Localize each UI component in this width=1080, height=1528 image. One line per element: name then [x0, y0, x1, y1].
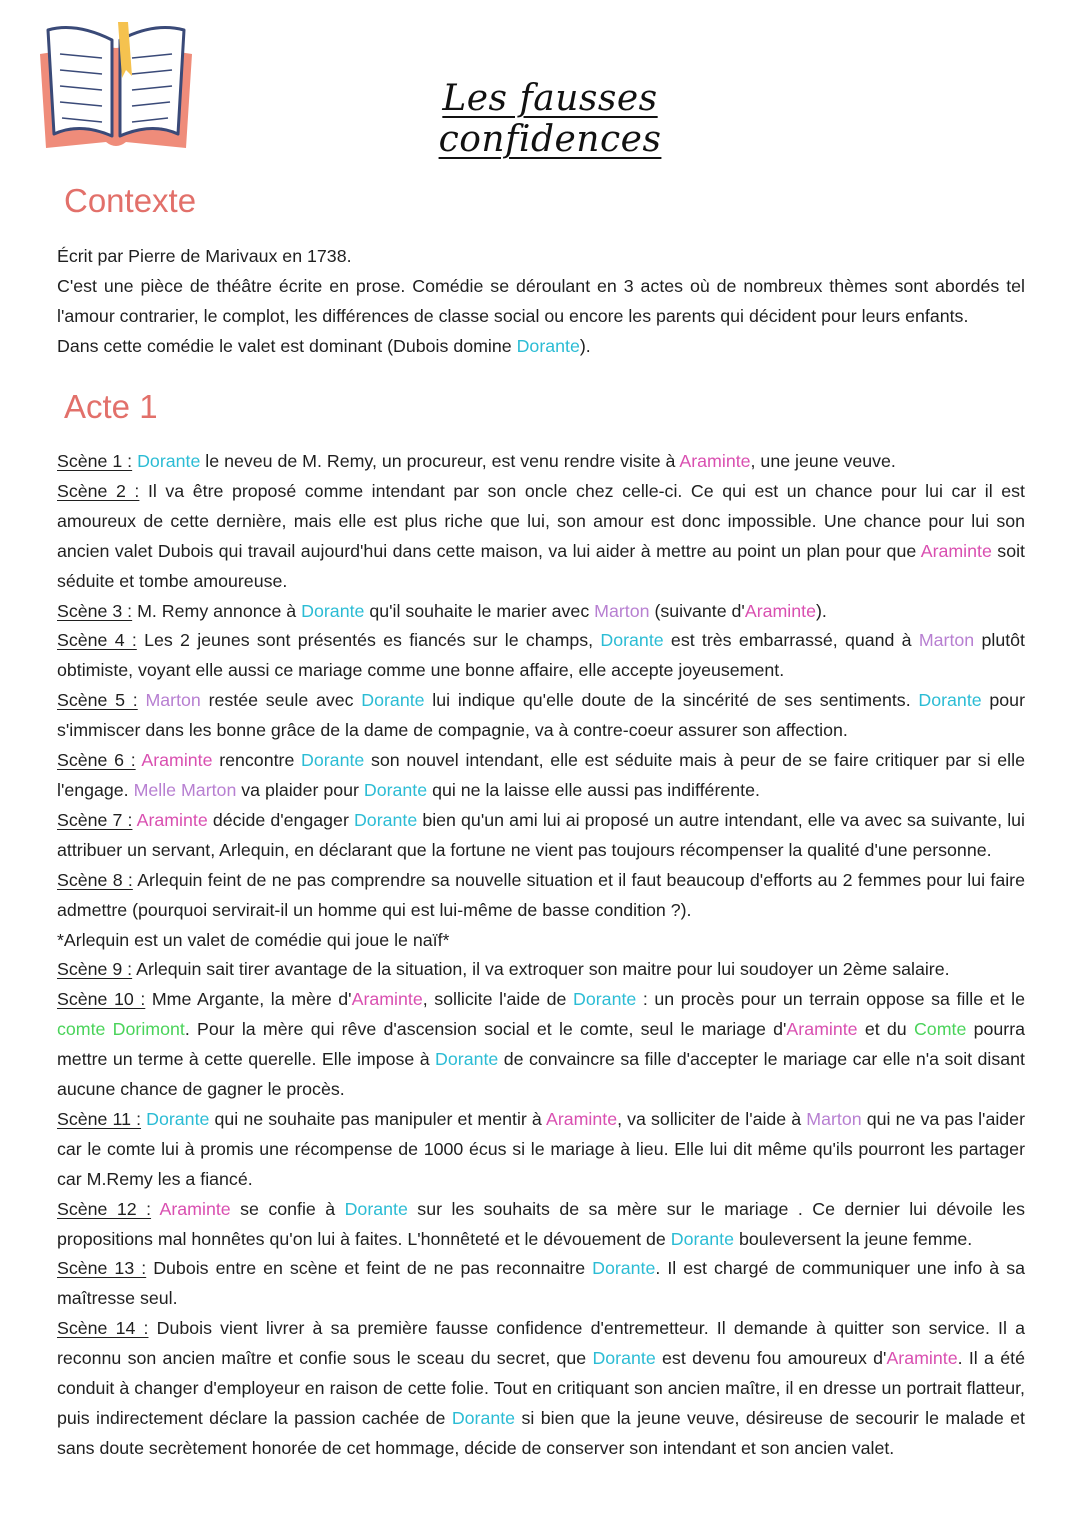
acte1-paragraph: [57, 866, 1025, 926]
text-segment: qu'il souhaite le marier avec: [364, 600, 595, 621]
scene-label: Scène 1 :: [57, 451, 133, 471]
character-name-araminte: Araminte: [886, 1348, 958, 1369]
text-segment: M. Remy annonce à: [132, 600, 302, 621]
text-segment: [151, 1199, 159, 1219]
scene-label: Scène 11 :: [57, 1108, 142, 1129]
text-segment: bouleversent la jeune femme.: [734, 1228, 973, 1249]
text-segment: est devenu fou amoureux d': [655, 1348, 887, 1369]
acte1-paragraph: [57, 447, 1025, 477]
character-name-araminte: Araminte: [159, 1198, 231, 1219]
text-segment: est très embarrassé, quand à: [663, 630, 919, 651]
text-segment: . Il a été conduit à changer d'employeur en raison de cette folie. Tout en critiquant son ancien maître, il en dresse un portrait flatteur, puis indirectement déclare la passion cachée de: [57, 1348, 1025, 1428]
text-segment: décide d'engager: [207, 809, 354, 830]
acte1-paragraph: [57, 926, 1025, 956]
character-name-dorante: Dorante: [670, 1228, 735, 1249]
scene-label: Scène 9 :: [57, 959, 133, 980]
text-segment: va plaider pour: [236, 779, 364, 800]
text-segment: Dubois vient livrer à sa première fausse confidence d'entremetteur. Il demande à quitter son service. Il a reconnu son ancien maître et confie sous le sceau du secret, que: [57, 1318, 1025, 1369]
scene-label: Scène 7 :: [57, 809, 133, 830]
character-name-araminte: Araminte: [545, 1108, 618, 1129]
text-segment: son nouvel intendant, elle est séduite mais à peur de se faire critiquer par si elle l'engage.: [57, 750, 1025, 800]
acte1-paragraph: [57, 686, 1025, 746]
text-segment: soit séduite et tombe amoureuse.: [57, 540, 1025, 591]
acte1-paragraph: [57, 1314, 1025, 1464]
section-heading-acte1: Acte 1: [64, 388, 158, 425]
text-segment: se confie à: [230, 1198, 345, 1219]
text-segment: qui ne va pas l'aider car le comte lui à promis une récompense de 1000 écus si le mariage à lieu. Elle lui dit même qu'ils pourront les partager car M.Remy les a fiancé.: [57, 1108, 1025, 1189]
text-segment: ).: [815, 600, 827, 621]
acte1-paragraph: [57, 746, 1025, 806]
character-name-marton: Marton: [806, 1108, 862, 1129]
scene-label: Scène 6 :: [57, 750, 136, 771]
character-name-araminte: Araminte: [136, 809, 208, 830]
text-segment: Arlequin feint de ne pas comprendre sa nouvelle situation et il faut beaucoup d'efforts au 2 femmes pour lui faire admettre (pourquoi servirait-il un homme qui est lui-même de basse condition ?).: [57, 869, 1025, 920]
acte1-paragraph: [57, 806, 1025, 866]
text-segment: sur les souhaits de sa mère sur le mariage . Ce dernier lui dévoile les propositions mal honnêtes qu'on lui à faites. L'honnêteté et le dévouement de: [57, 1198, 1025, 1249]
text-segment: rencontre: [212, 750, 302, 771]
acte1-paragraph: [57, 597, 1025, 627]
scene-label: Scène 2 :: [57, 480, 140, 501]
acte1-paragraph: [57, 955, 1025, 985]
contexte-paragraph: [57, 272, 1025, 332]
text-segment: Les 2 jeunes sont présentés es fiancés sur le champs,: [136, 630, 601, 651]
text-segment: plutôt obtimiste, voyant elle aussi ce mariage comme une bonne affaire, elle accepte joyeusement.: [57, 630, 1025, 681]
acte1-paragraph: [57, 1105, 1025, 1195]
text-segment: Écrit par Pierre de Marivaux en 1738.: [57, 246, 352, 266]
text-segment: Il va être proposé comme intendant par son oncle chez celle-ci. Ce qui est un chance pour lui car il est amoureux de cette dernière, mais elle est plus riche que lui, son amour est donc impossible. Une chance pour lui son ancien valet Dubois qui travail aujourd'hui dans cette maison, va lui aider à mettre au point un plan pour que: [57, 480, 1025, 561]
text-segment: (suivante d': [649, 600, 745, 621]
text-segment: lui indique qu'elle doute de la sincérité de ses sentiments.: [424, 690, 919, 711]
text-segment: , va solliciter de l'aide à: [617, 1108, 807, 1129]
character-name-marton: Marton: [918, 630, 975, 651]
character-name-araminte: Araminte: [141, 750, 213, 771]
character-name-marton: Marton: [145, 690, 201, 711]
text-segment: pour s'immiscer dans les bonne grâce de la dame de compagnie, va à contre-coeur assurer son affection.: [57, 690, 1025, 741]
character-name-dorante: Dorante: [592, 1258, 656, 1279]
character-name-dorante: Dorante: [353, 809, 418, 830]
contexte-paragraph: [57, 332, 1025, 362]
text-segment: . Pour la mère qui rêve d'ascension social et le comte, seul le mariage d': [184, 1019, 787, 1040]
acte1-paragraph: [57, 1254, 1025, 1314]
scene-label: Scène 12 :: [57, 1198, 152, 1219]
acte1-paragraph: [57, 626, 1025, 686]
section-heading-contexte: Contexte: [64, 182, 197, 219]
open-book-icon: [36, 18, 196, 158]
text-segment: qui ne souhaite pas manipuler et mentir à: [209, 1108, 546, 1129]
text-segment: le neveu de M. Remy, un procureur, est venu rendre visite à: [200, 451, 680, 471]
text-segment: Arlequin sait tirer avantage de la situation, il va extroquer son maitre pour lui soudoyer un 2ème salaire.: [132, 959, 950, 980]
text-segment: Dans cette comédie le valet est dominant (Dubois domine: [57, 335, 517, 356]
text-segment: : un procès pour un terrain oppose sa fille et le: [636, 989, 1025, 1010]
scene-label: Scène 13 :: [57, 1258, 147, 1279]
character-name-dorante: Dorante: [344, 1198, 408, 1219]
text-segment: Mme Argante, la mère d': [145, 989, 352, 1010]
character-name-dorante: Dorante: [592, 1348, 656, 1369]
character-name-comte: comte Dorimont: [57, 1019, 185, 1040]
text-segment: restée seule avec: [200, 690, 362, 711]
text-segment: qui ne la laisse elle aussi pas indifférente.: [427, 779, 760, 800]
acte1-paragraph: [57, 985, 1025, 1105]
text-segment: , une jeune veuve.: [750, 451, 896, 471]
character-name-dorante: Dorante: [918, 690, 982, 711]
scene-label: Scène 8 :: [57, 869, 133, 890]
character-name-dorante: Dorante: [573, 989, 637, 1010]
text-segment: pourra mettre un terme à cette querelle. Elle impose à: [57, 1019, 1026, 1070]
scene-label: Scène 3 :: [57, 600, 133, 621]
character-name-dorante: Dorante: [600, 630, 664, 651]
text-segment: . Il est chargé de communiquer une info à sa maîtresse seul.: [57, 1258, 1025, 1309]
character-name-marton: Melle Marton: [133, 779, 237, 800]
character-name-araminte: Araminte: [744, 600, 816, 621]
text-segment: *Arlequin est un valet de comédie qui joue le naïf*: [57, 929, 450, 950]
character-name-araminte: Araminte: [351, 989, 423, 1010]
text-segment: de convaincre sa fille d'accepter le mariage car elle n'a soit disant aucune chance de gagner le procès.: [57, 1049, 1025, 1100]
character-name-dorante: Dorante: [137, 451, 201, 471]
character-name-araminte: Araminte: [679, 451, 751, 471]
scene-label: Scène 4 :: [57, 630, 137, 651]
acte1-paragraph: [57, 1195, 1025, 1255]
character-name-dorante: Dorante: [435, 1049, 499, 1070]
character-name-dorante: Dorante: [146, 1108, 210, 1129]
character-name-marton: Marton: [594, 600, 650, 621]
scene-label: Scène 10 :: [57, 989, 146, 1010]
acte1-paragraph: [57, 477, 1025, 597]
character-name-dorante: Dorante: [451, 1408, 516, 1428]
scene-label: Scène 5 :: [57, 690, 138, 711]
text-segment: Dubois entre en scène et feint de ne pas reconnaitre: [146, 1258, 593, 1279]
character-name-araminte: Araminte: [786, 1019, 858, 1040]
character-name-dorante: Dorante: [361, 690, 425, 711]
acte1-text: [57, 447, 1025, 1464]
text-segment: C'est une pièce de théâtre écrite en prose. Comédie se déroulant en 3 actes où de nombreux thèmes sont abordés tel l'amour contrarier, le complot, les différences de classe social ou encore les parents qui décident pour leurs enfants.: [57, 275, 1025, 326]
character-name-comte: Comte: [913, 1019, 967, 1040]
contexte-paragraph: [57, 242, 1025, 272]
character-name-dorante: Dorante: [516, 335, 580, 356]
character-name-dorante: Dorante: [301, 750, 365, 771]
contexte-text: [57, 242, 1025, 362]
text-segment: bien qu'un ami lui ai proposé un autre intendant, elle va avec sa suivante, lui attribuer un servant, Arlequin, en déclarant que la fortune ne vient pas toujours récompenser la qualité d'une personne.: [57, 809, 1025, 860]
scene-label: Scène 14 :: [57, 1318, 149, 1339]
text-segment: et du: [857, 1019, 914, 1040]
character-name-dorante: Dorante: [301, 600, 365, 621]
text-segment: , sollicite l'aide de: [422, 989, 574, 1010]
text-segment: si bien que la jeune veuve, désireuse de secourir le malade et sans doute secrètement honorée de cet hommage, décide de conserver son intendant et son ancien valet.: [57, 1408, 1025, 1458]
character-name-dorante: Dorante: [363, 779, 428, 800]
text-segment: ).: [579, 335, 591, 356]
page-title: Les fausses confidences: [438, 78, 662, 160]
character-name-araminte: Araminte: [920, 540, 992, 561]
